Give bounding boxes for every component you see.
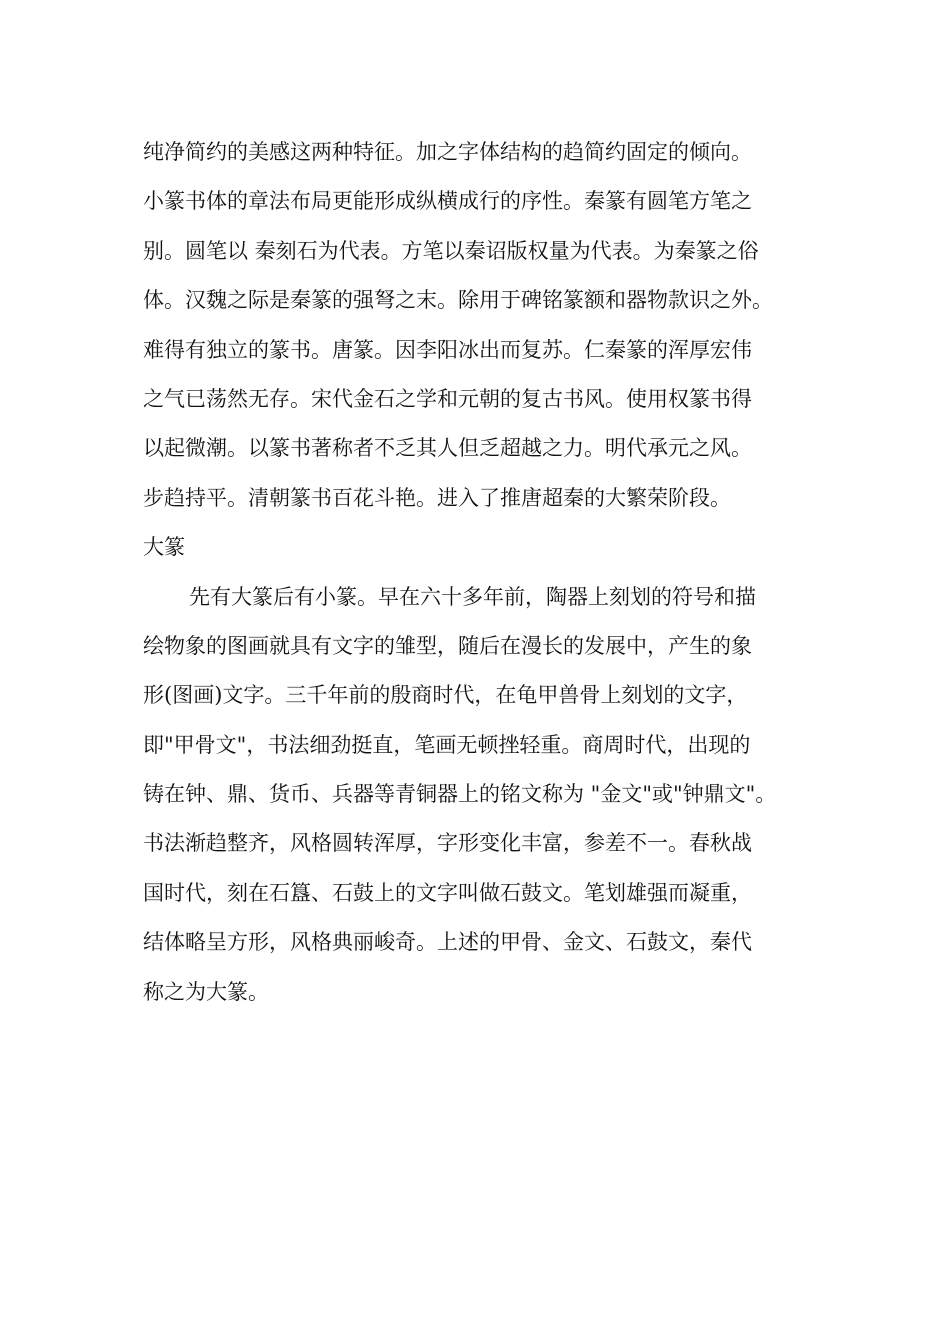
paragraph-line: 纯净简约的美感这两种特征。加之字体结构的趋简约固定的倾向。	[143, 140, 752, 164]
paragraph-line: 书法渐趋整齐，风格圆转浑厚，字形变化丰富，参差不一。春秋战	[143, 831, 752, 856]
paragraph-line: 体。汉魏之际是秦篆的强弩之末。除用于碑铭篆额和器物款识之外。	[143, 288, 773, 313]
paragraph-line: 绘物象的图画就具有文字的雏型，随后在漫长的发展中，产生的象	[143, 633, 752, 658]
paragraph-line: 以起微潮。以篆书著称者不乏其人但乏超越之力。明代承元之风。	[143, 436, 752, 461]
paragraph-line: 难得有独立的篆书。唐篆。因李阳冰出而复苏。仁秦篆的浑厚宏伟	[143, 337, 752, 362]
paragraph-line: 步趋持平。清朝篆书百花斗艳。进入了推唐超秦的大繁荣阶段。	[143, 485, 731, 510]
paragraph-line: 即"甲骨文"，书法细劲挺直，笔画无顿挫轻重。商周时代，出现的	[143, 732, 751, 757]
paragraph-line: 铸在钟、鼎、货币、兵器等青铜器上的铭文称为 "金文"或"钟鼎文"。	[143, 782, 777, 807]
paragraph-line: 别。圆笔以 秦刻石为代表。方笔以秦诏版权量为代表。为秦篆之俗	[143, 238, 759, 263]
paragraph-line: 形(图画)文字。三千年前的殷商时代，在龟甲兽骨上刻划的文字，	[143, 683, 748, 708]
paragraph-line: 小篆书体的章法布局更能形成纵横成行的序性。秦篆有圆笔方笔之	[143, 189, 752, 214]
paragraph-line: 先有大篆后有小篆。早在六十多年前，陶器上刻划的符号和描	[189, 584, 756, 609]
paragraph-line: 称之为大篆。	[143, 979, 269, 1004]
paragraph-line: 结体略呈方形，风格典丽峻奇。上述的甲骨、金文、石鼓文，秦代	[143, 930, 752, 955]
section-heading: 大篆	[143, 535, 185, 560]
document-body	[143, 128, 823, 1017]
paragraph-line: 之气已荡然无存。宋代金石之学和元朝的复古书风。使用权篆书得	[143, 386, 752, 411]
paragraph-line: 国时代，刻在石簋、石鼓上的文字叫做石鼓文。笔划雄强而凝重，	[143, 880, 752, 905]
